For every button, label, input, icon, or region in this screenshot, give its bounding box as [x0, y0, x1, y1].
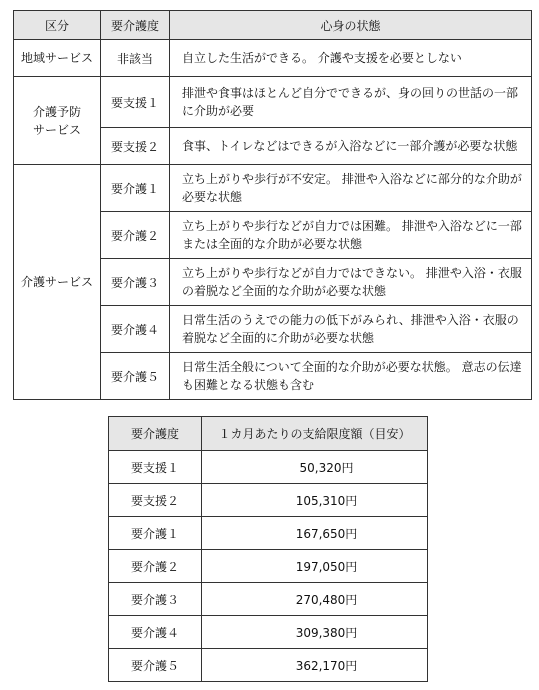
table-row [109, 583, 428, 616]
condition-cell: 立ち上がりや歩行などが自力では困難。 排泄や入浴などに一部または全面的な介助が必要な状態 [170, 212, 532, 259]
amount-cell: 105,310円 [202, 484, 428, 517]
condition-cell: 日常生活全般について全面的な介助が必要な状態。 意志の伝達も困難となる状態も含む [170, 353, 532, 400]
condition-cell: 日常生活のうえでの能力の低下がみられ、排泄や入浴・衣服の着脱など全面的に介助が必要な状態 [170, 306, 532, 353]
header-condition: 心身の状態 [170, 11, 532, 40]
payment-limit-table [108, 416, 428, 682]
level-cell: 要介護３ [101, 259, 170, 306]
level-cell: 要介護１ [101, 165, 170, 212]
condition-cell: 自立した生活ができる。 介護や支援を必要としない [170, 40, 532, 77]
amount-cell: 309,380円 [202, 616, 428, 649]
table-row [109, 649, 428, 682]
level-cell: 要介護５ [101, 353, 170, 400]
level-cell: 非該当 [101, 40, 170, 77]
level-cell: 要介護５ [109, 649, 202, 682]
table-row [109, 616, 428, 649]
header-care-level: 要介護度 [109, 417, 202, 451]
level-cell: 要介護２ [109, 550, 202, 583]
condition-cell: 立ち上がりや歩行などが自力ではできない。 排泄や入浴・衣服の着脱など全面的な介助が必要な状態 [170, 259, 532, 306]
table-row [109, 451, 428, 484]
header-category: 区分 [14, 11, 101, 40]
level-cell: 要支援２ [101, 128, 170, 165]
table-row [14, 77, 532, 128]
condition-cell: 食事、トイレなどはできるが入浴などに一部介護が必要な状態 [170, 128, 532, 165]
level-cell: 要介護１ [109, 517, 202, 550]
amount-cell: 270,480円 [202, 583, 428, 616]
condition-cell: 立ち上がりや歩行が不安定。 排泄や入浴などに部分的な介助が必要な状態 [170, 165, 532, 212]
header-monthly-limit: １カ月あたりの支給限度額（目安） [202, 417, 428, 451]
amount-cell: 167,650円 [202, 517, 428, 550]
level-cell: 要介護２ [101, 212, 170, 259]
table-row [109, 550, 428, 583]
table-row [109, 517, 428, 550]
condition-cell: 排泄や食事はほとんど自分でできるが、身の回りの世話の一部に介助が必要 [170, 77, 532, 128]
level-cell: 要介護４ [101, 306, 170, 353]
category-cell: 地域サービス [14, 40, 101, 77]
category-cell: 介護予防 サービス [14, 77, 101, 165]
table-row [14, 40, 532, 77]
level-cell: 要介護４ [109, 616, 202, 649]
table-row [14, 165, 532, 212]
level-cell: 要支援１ [101, 77, 170, 128]
amount-cell: 197,050円 [202, 550, 428, 583]
amount-cell: 50,320円 [202, 451, 428, 484]
category-cell: 介護サービス [14, 165, 101, 400]
level-cell: 要介護３ [109, 583, 202, 616]
header-care-level: 要介護度 [101, 11, 170, 40]
care-level-table [13, 10, 532, 400]
table-row [109, 484, 428, 517]
level-cell: 要支援１ [109, 451, 202, 484]
level-cell: 要支援２ [109, 484, 202, 517]
table-header-row [109, 417, 428, 451]
table-header-row [14, 11, 532, 40]
amount-cell: 362,170円 [202, 649, 428, 682]
